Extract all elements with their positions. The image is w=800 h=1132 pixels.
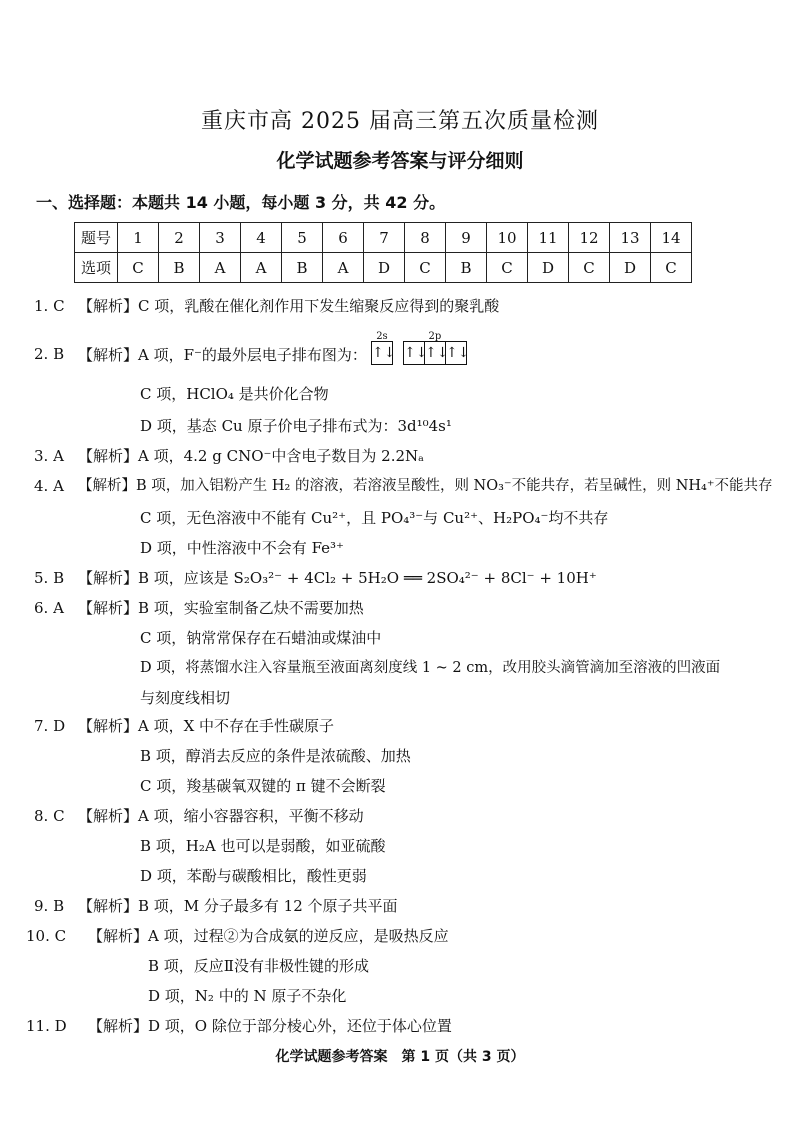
question-answer: 9. B xyxy=(34,897,65,915)
row-label: 题号 xyxy=(75,223,118,253)
answer-choice: C xyxy=(405,253,446,283)
explanation-text: 【解析】C 项，乳酸在催化剂作用下发生缩聚反应得到的聚乳酸 xyxy=(78,297,500,315)
explanation-line: 与刻度线相切 xyxy=(140,689,231,707)
question-answer: 5. B xyxy=(34,569,65,587)
question-number: 8 xyxy=(405,223,446,253)
question-number: 3 xyxy=(200,223,241,253)
question-number: 13 xyxy=(610,223,651,253)
question-number: 4 xyxy=(241,223,282,253)
question-number: 2 xyxy=(159,223,200,253)
page-subtitle: 化学试题参考答案与评分细则 xyxy=(276,150,524,172)
question-answer: 4. A xyxy=(34,477,64,495)
answer-choice: C xyxy=(651,253,692,283)
explanation-text xyxy=(78,331,477,368)
orbital-label: 2s xyxy=(376,331,388,342)
orbital-diagram xyxy=(371,331,477,365)
explanation-text: 【解析】B 项，实验室制备乙炔不需要加热 xyxy=(78,599,364,617)
explanation-text-content: 【解析】A 项，F⁻的最外层电子排布图为： xyxy=(78,346,367,364)
explanation-text: 【解析】B 项，加入铝粉产生 H₂ 的溶液，若溶液呈酸性，则 NO₃⁻不能共存，若呈碱性，则 NH₄⁺不能共存 xyxy=(78,478,773,494)
explanation-line: C 项，钠常常保存在石蜡油或煤油中 xyxy=(140,629,382,647)
explanation-text: 【解析】A 项，过程②为合成氨的逆反应，是吸热反应 xyxy=(88,927,449,945)
explanation-line: D 项，基态 Cu 原子价电子排布式为：3d¹⁰4s¹ xyxy=(140,417,452,435)
question-answer: 6. A xyxy=(34,599,64,617)
explanation-text: 【解析】D 项，O 除位于部分棱心外，还位于体心位置 xyxy=(88,1017,452,1035)
explanation-line: D 项，N₂ 中的 N 原子不杂化 xyxy=(148,987,347,1005)
question-number: 10 xyxy=(487,223,528,253)
answer-choice: D xyxy=(528,253,569,283)
question-answer: 11. D xyxy=(26,1017,67,1035)
page-title: 重庆市高 2025 届高三第五次质量检测 xyxy=(201,109,599,134)
electron-pair: ↑↓ xyxy=(425,342,446,364)
question-number: 14 xyxy=(651,223,692,253)
answer-choice: D xyxy=(610,253,651,283)
question-answer: 7. D xyxy=(34,717,66,735)
answer-choice: A xyxy=(323,253,364,283)
orbital-2s xyxy=(371,331,396,365)
answer-choice: C xyxy=(487,253,528,283)
question-answer: 3. A xyxy=(34,447,64,465)
question-number: 6 xyxy=(323,223,364,253)
explanation-line: D 项，将蒸馏水注入容量瓶至液面离刻度线 1 ~ 2 cm，改用胶头滴管滴加至溶液的凹液面 xyxy=(140,660,721,676)
explanation-line: B 项，反应Ⅱ没有非极性键的形成 xyxy=(148,957,369,975)
explanation-line: C 项，羧基碳氧双键的 π 键不会断裂 xyxy=(140,777,386,795)
section-heading: 一、选择题：本题共 14 小题，每小题 3 分，共 42 分。 xyxy=(36,193,446,212)
explanation-text: 【解析】B 项，M 分子最多有 12 个原子共平面 xyxy=(78,897,398,915)
explanation-line: B 项，H₂A 也可以是弱酸，如亚硫酸 xyxy=(140,837,386,855)
question-number: 1 xyxy=(118,223,159,253)
explanation-text: 【解析】A 项，X 中不存在手性碳原子 xyxy=(78,717,335,735)
answer-table xyxy=(74,222,692,283)
explanation-line: C 项，无色溶液中不能有 Cu²⁺，且 PO₄³⁻与 Cu²⁺、H₂PO₄⁻均不共存 xyxy=(140,509,609,527)
explanation-line: B 项，醇消去反应的条件是浓硫酸、加热 xyxy=(140,747,411,765)
explanation-line: D 项，苯酚与碳酸相比，酸性更弱 xyxy=(140,867,367,885)
electron-pair: ↑↓ xyxy=(371,345,396,361)
answer-table-answer-row xyxy=(75,253,692,283)
answer-choice: A xyxy=(241,253,282,283)
page-footer: 化学试题参考答案 第 1 页（共 3 页） xyxy=(275,1049,525,1065)
question-answer: 1. C xyxy=(34,297,65,315)
answer-choice: B xyxy=(282,253,323,283)
orbital-label: 2p xyxy=(428,331,442,342)
question-answer: 8. C xyxy=(34,807,65,825)
answer-table-number-row xyxy=(75,223,692,253)
explanation-text: 【解析】A 项，4.2 g CNO⁻中含电子数目为 2.2Nₐ xyxy=(78,447,424,465)
answer-choice: C xyxy=(569,253,610,283)
question-number: 5 xyxy=(282,223,323,253)
question-number: 9 xyxy=(446,223,487,253)
electron-pair: ↑↓ xyxy=(404,342,425,364)
question-number: 12 xyxy=(569,223,610,253)
answer-choice: B xyxy=(446,253,487,283)
explanation-line: C 项，HClO₄ 是共价化合物 xyxy=(140,385,329,403)
explanation-text: 【解析】A 项，缩小容器容积，平衡不移动 xyxy=(78,807,364,825)
answer-choice: A xyxy=(200,253,241,283)
answer-choice: D xyxy=(364,253,405,283)
row-label: 选项 xyxy=(75,253,118,283)
electron-pair: ↑↓ xyxy=(445,345,470,361)
question-number: 7 xyxy=(364,223,405,253)
question-answer: 2. B xyxy=(34,345,65,363)
explanation-line: D 项，中性溶液中不会有 Fe³⁺ xyxy=(140,539,344,557)
answer-choice: B xyxy=(159,253,200,283)
explanation-text: 【解析】B 项，应该是 S₂O₃²⁻ + 4Cl₂ + 5H₂O ══ 2SO₄²⁻ + 8Cl⁻ + 10H⁺ xyxy=(78,569,597,587)
answer-choice: C xyxy=(118,253,159,283)
question-answer: 10. C xyxy=(26,927,67,945)
orbital-2p xyxy=(403,331,470,365)
question-number: 11 xyxy=(528,223,569,253)
